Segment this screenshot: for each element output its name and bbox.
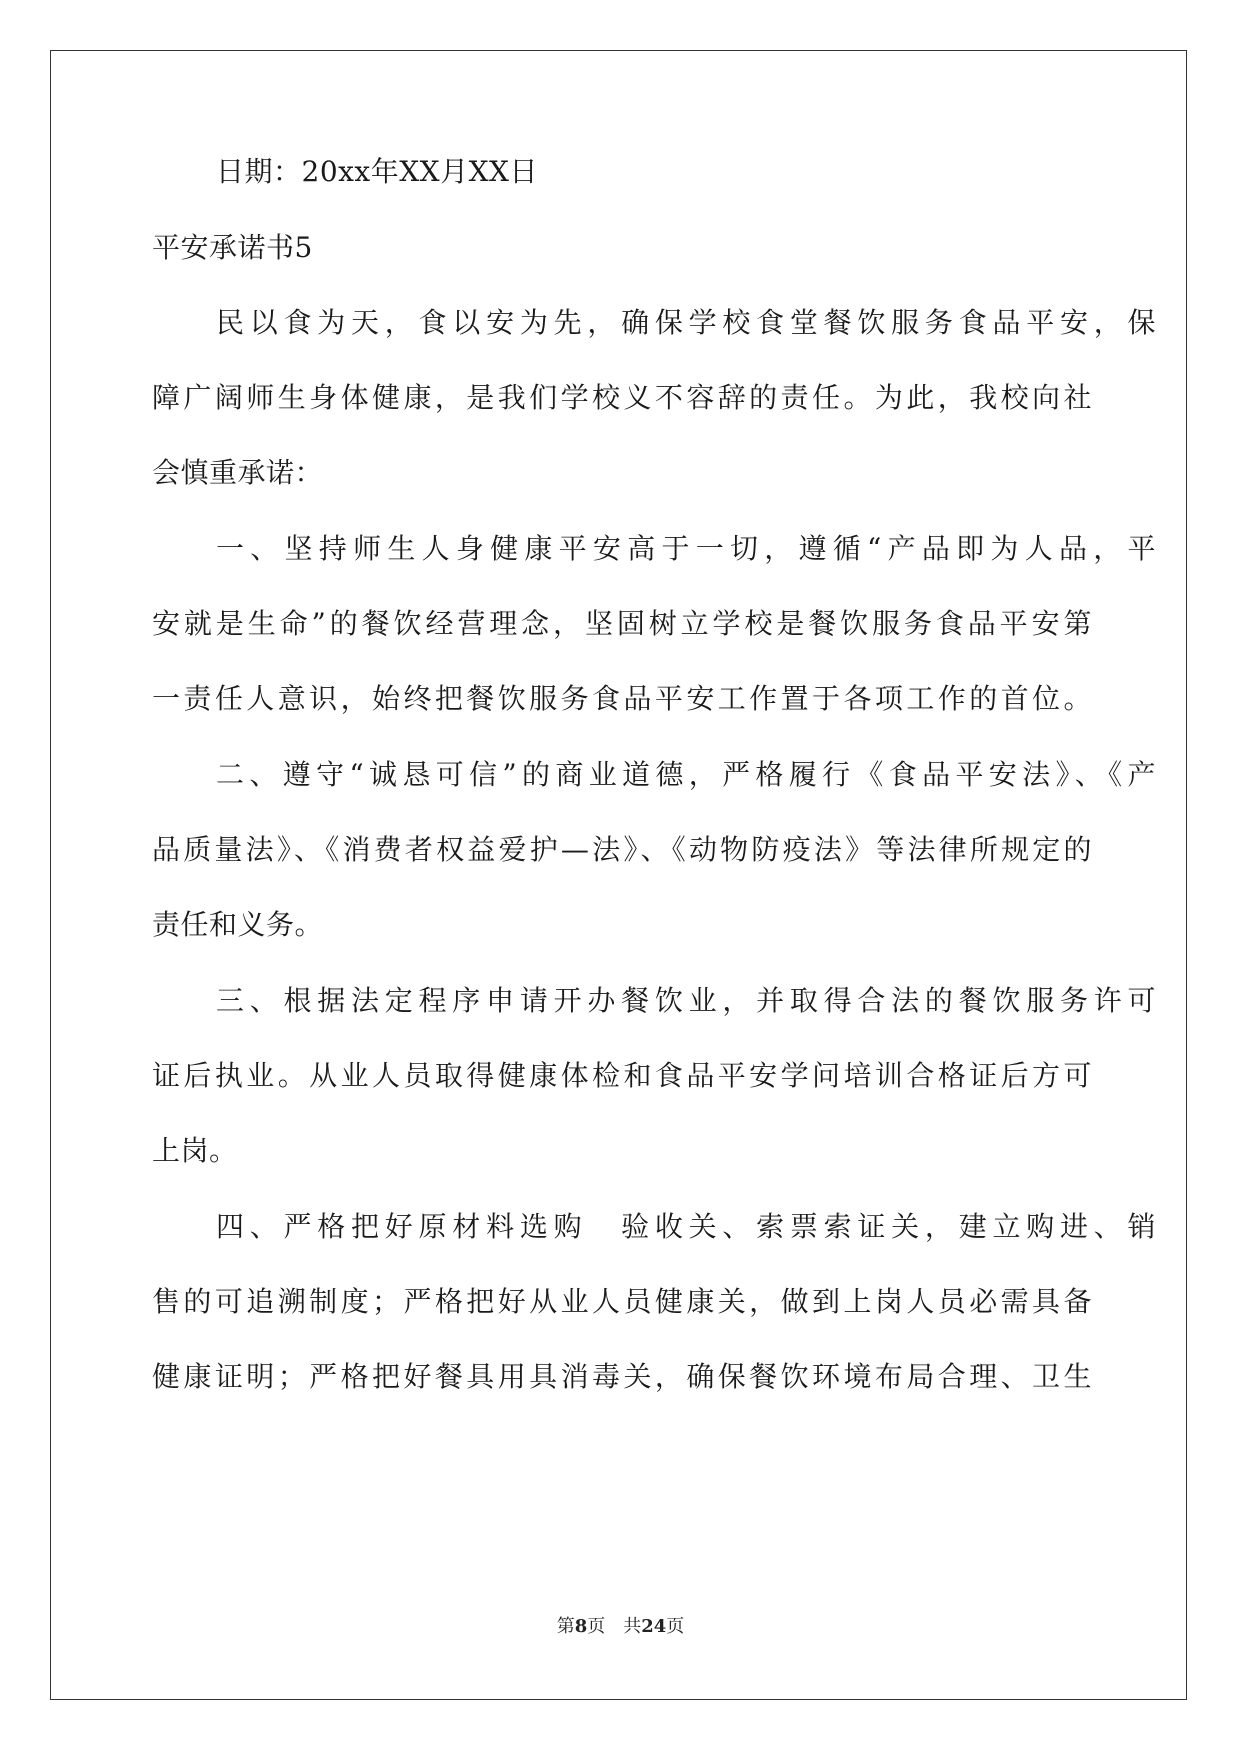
paragraph-line: 健康证明；严格把好餐具用具消毒关，确保餐饮环境布局合理、卫生 xyxy=(152,1360,1092,1393)
paragraph-line: 一、坚持师生人身健康平安高于一切，遵循“产品即为人品，平 xyxy=(216,532,1156,565)
paragraph-line: 会慎重承诺： xyxy=(152,456,324,489)
paragraph-line: 四、严格把好原材料选购 验收关、索票索证关，建立购进、销 xyxy=(216,1210,1156,1243)
current-page-number: 8 xyxy=(574,1616,588,1637)
paragraph-line: 责任和义务。 xyxy=(152,908,324,941)
page-number-prefix: 第 xyxy=(556,1616,575,1637)
paragraph-line: 二、遵守“诚恳可信”的商业道德，严格履行《食品平安法》、《产 xyxy=(216,758,1156,791)
paragraph-line: 一责任人意识，始终把餐饮服务食品平安工作置于各项工作的首位。 xyxy=(152,682,1092,715)
paragraph-line: 障广阔师生身体健康，是我们学校义不容辞的责任。为此，我校向社 xyxy=(152,381,1092,414)
total-page-count: 24 xyxy=(641,1616,667,1637)
paragraph-line: 安就是生命”的餐饮经营理念，坚固树立学校是餐饮服务食品平安第 xyxy=(152,607,1092,640)
paragraph-line: 上岗。 xyxy=(152,1134,238,1167)
paragraph-line: 售的可追溯制度；严格把好从业人员健康关，做到上岗人员必需具备 xyxy=(152,1285,1092,1318)
page-number-mid: 页 共 xyxy=(587,1616,642,1637)
paragraph-line: 证后执业。从业人员取得健康体检和食品平安学问培训合格证后方可 xyxy=(152,1059,1092,1092)
date-line: 日期：20xx年XX月XX日 xyxy=(216,155,538,188)
paragraph-line: 民以食为天，食以安为先，确保学校食堂餐饮服务食品平安，保 xyxy=(216,306,1156,339)
paragraph-line: 品质量法》、《消费者权益爱护—法》、《动物防疫法》等法律所规定的 xyxy=(152,833,1092,866)
page-footer xyxy=(0,1612,1241,1638)
page-number-suffix: 页 xyxy=(666,1616,685,1637)
section-title: 平安承诺书5 xyxy=(152,231,313,264)
page-border xyxy=(50,50,1187,1700)
paragraph-line: 三、根据法定程序申请开办餐饮业，并取得合法的餐饮服务许可 xyxy=(216,984,1156,1017)
